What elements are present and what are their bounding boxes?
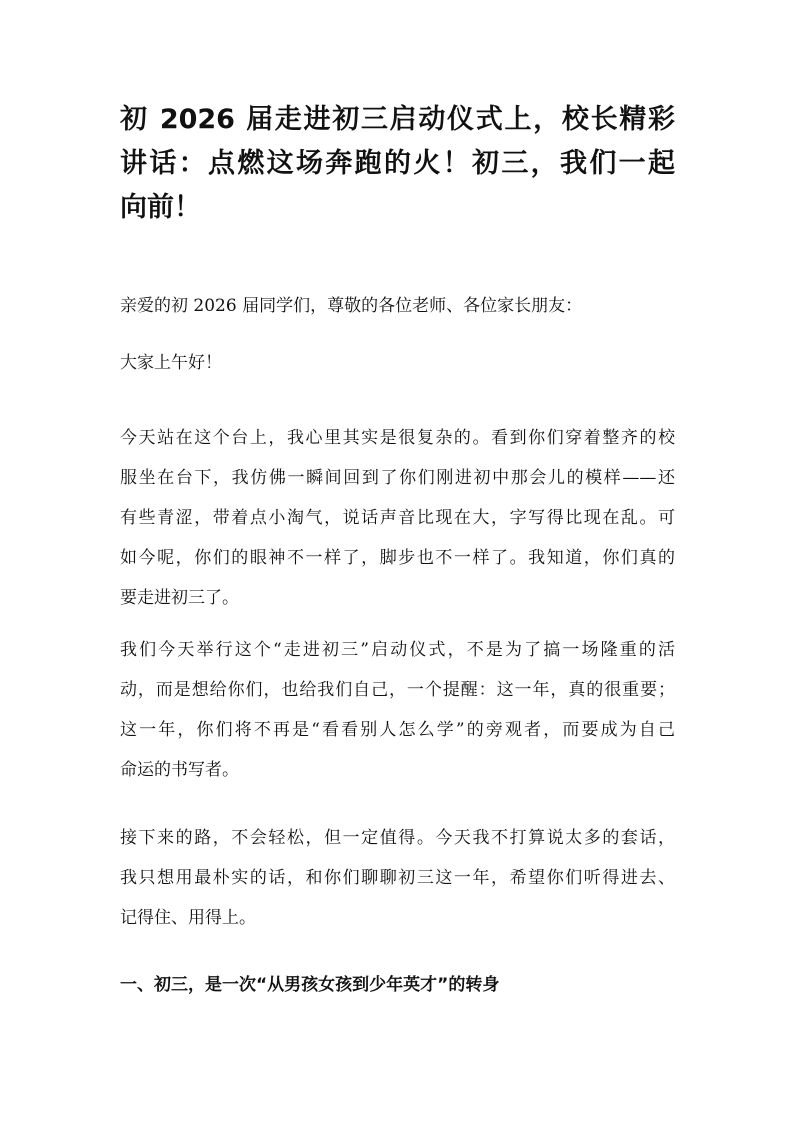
text-line: 我只想用最朴实的话，和你们聊聊初三这一年，希望你们听得进去、 (120, 868, 675, 888)
paragraph-5 (120, 818, 675, 938)
title-line: 初 2026 届走进初三启动仪式上，校长精彩 (120, 104, 675, 135)
text-line: 大家上午好！ (120, 353, 222, 373)
paragraph-good-morning (120, 343, 675, 383)
text-line: 要走进初三了。 (120, 588, 239, 608)
document-title (120, 98, 675, 230)
title-line: 向前！ (120, 192, 201, 223)
text-line: 亲爱的初 2026 届同学们，尊敬的各位老师、各位家长朋友： (120, 296, 583, 316)
text-line: 动，而是想给你们，也给我们自己，一个提醒：这一年，真的很重要； (120, 680, 675, 700)
section-heading: 一、初三，是一次“从男孩女孩到少年英才”的转身 (120, 975, 500, 995)
paragraph-3 (120, 418, 675, 618)
title-line: 讲话：点燃这场奔跑的火！初三，我们一起 (120, 148, 675, 179)
text-line: 服坐在台下，我仿佛一瞬间回到了你们刚进初中那会儿的模样——还 (120, 468, 675, 488)
text-line: 接下来的路，不会轻松，但一定值得。今天我不打算说太多的套话， (120, 828, 675, 848)
text-line: 我们今天举行这个“走进初三”启动仪式，不是为了搞一场隆重的活 (120, 640, 675, 660)
paragraph-greeting (120, 286, 675, 326)
text-line: 如今呢，你们的眼神不一样了，脚步也不一样了。我知道，你们真的 (120, 548, 675, 568)
text-line: 记得住、用得上。 (120, 908, 256, 928)
text-line: 命运的书写者。 (120, 760, 239, 780)
text-line: 这一年，你们将不再是“看看别人怎么学”的旁观者，而要成为自己 (120, 720, 675, 740)
text-line: 今天站在这个台上，我心里其实是很复杂的。看到你们穿着整齐的校 (120, 428, 675, 448)
paragraph-4 (120, 630, 675, 790)
text-line: 有些青涩，带着点小淘气，说话声音比现在大，字写得比现在乱。可 (120, 508, 675, 528)
